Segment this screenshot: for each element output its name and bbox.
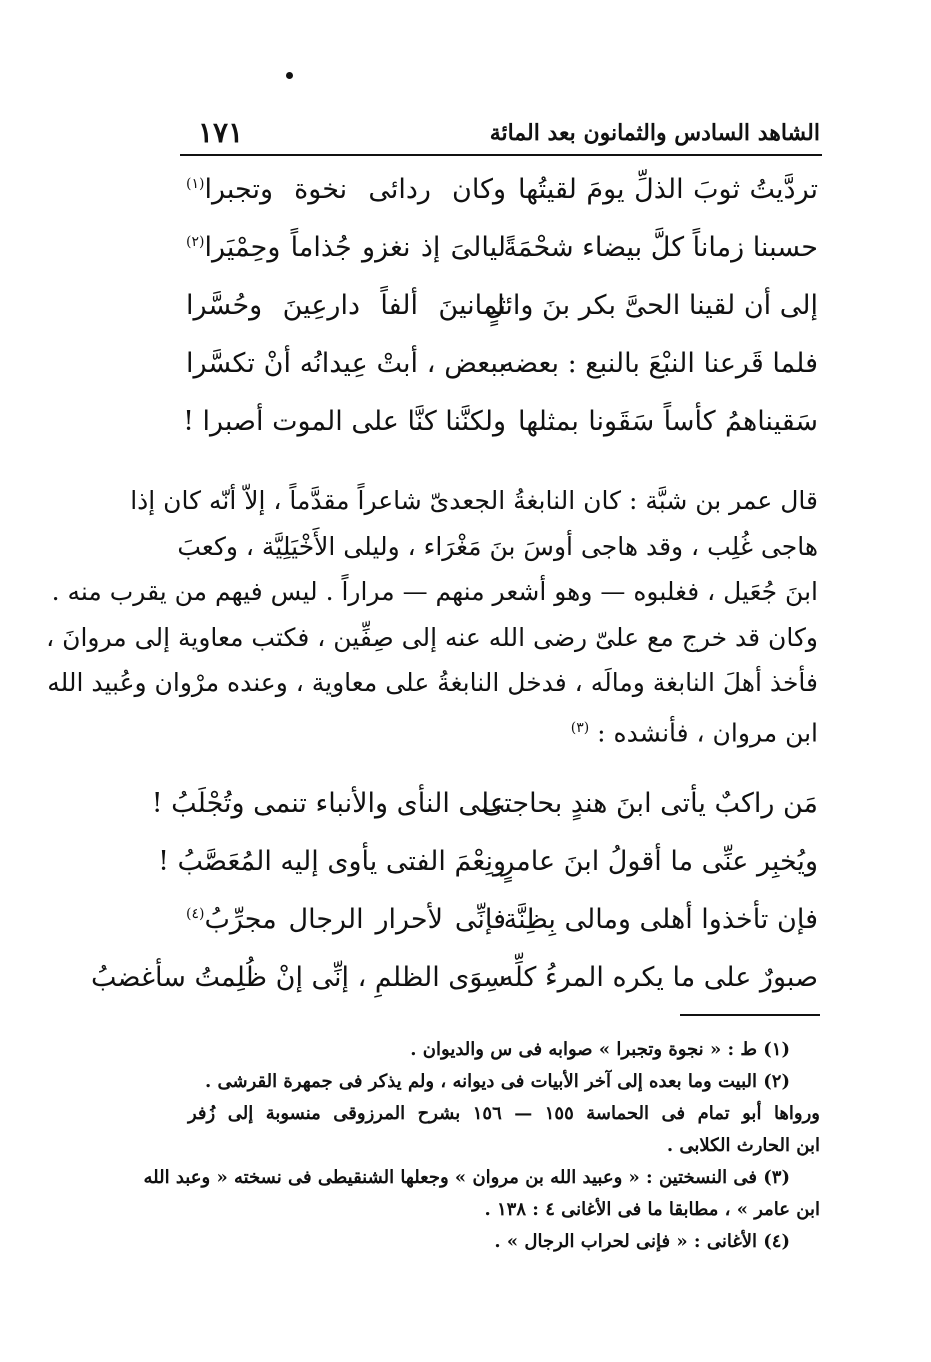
first-hemistich: إلى أن لقينا الحىَّ بكر بنَ وائلٍ bbox=[484, 290, 818, 321]
prose-line: ابنَ جُعَيل ، فغلبوه — وهو أشعر منهم — مراراً . ليس فيهم من يقرب منه . bbox=[51, 577, 818, 606]
first-hemistich: فلما قَرعنا النبْعَ بالنبع : بعضه bbox=[500, 348, 818, 379]
second-hemistich: وكان ردائى نخوة وتجبرا$^{(١)}$ bbox=[186, 174, 506, 205]
verse-line bbox=[151, 780, 818, 838]
second-hemistich: ولكنَّنا كنَّا على الموت أصبرا ! bbox=[183, 406, 506, 437]
page-header bbox=[180, 112, 820, 152]
first-hemistich: صبورٌ على ما يكره المرءُ كلِّه bbox=[500, 962, 818, 993]
footnote-line: (١) ط : « نجوة وتجبرا » صوابه فى س والديوان . bbox=[410, 1039, 790, 1060]
first-hemistich: حسبنا زماناً كلَّ بيضاء شحْمَةً bbox=[503, 232, 818, 263]
verse-line bbox=[186, 224, 818, 282]
prose-line: فأخذ أهلَ النابغة ومالَه ، فدخل النابغةُ على معاوية ، وعنده مرْوان وعُبيد الله bbox=[47, 668, 818, 697]
first-hemistich: ويُخبِر عنِّى ما أقولُ ابنَ عامرٍ bbox=[501, 846, 818, 877]
first-hemistich: فإن تأخذوا أهلى ومالى بِظِنَّة bbox=[503, 904, 818, 935]
page-number: ١٧١ bbox=[198, 116, 244, 149]
verse-line bbox=[183, 398, 818, 456]
first-hemistich: تردَّيتُ ثوبَ الذلِّ يومَ لقيتُها bbox=[518, 174, 818, 205]
footnote-line: (٣) فى النسختين : « وعبيد الله بن مروان » وجعلها الشنقيطى فى نسخته « وعبد الله bbox=[143, 1167, 790, 1188]
footnote-line: (٢) البيت وما بعده إلى آخر الأبيات فى ديوانه ، ولم يذكر فى جمهرة القرشى . bbox=[204, 1071, 790, 1092]
footnote-line: ورواها أبو تمام فى الحماسة ١٥٥ — ١٥٦ بشرح المرزوقى منسوبة إلى زُفر bbox=[188, 1103, 820, 1124]
first-hemistich: سَقيناهمُ كأساً سَقَونا بمثلها bbox=[518, 406, 818, 437]
second-hemistich: ببعض ، أبتْ عِيدانُه أنْ تكسَّرا bbox=[186, 348, 506, 379]
footnote-marker: (٢) bbox=[186, 234, 205, 250]
second-hemistich: على النأى والأنباء تنمى وتُجْلَبُ ! bbox=[151, 788, 506, 819]
second-hemistich: ثمانينَ ألفاً دارعِينَ وحُسَّرا bbox=[186, 290, 506, 321]
second-hemistich: ونِعْمَ الفتى يأوى إليه المُعَصَّبُ ! bbox=[158, 846, 506, 877]
footnote-marker: (١) bbox=[186, 176, 205, 192]
first-hemistich: مَن راكبٌ يأتى ابنَ هندٍ بحاجتى bbox=[481, 788, 818, 819]
second-hemistich: فإنِّى لأحرار الرجال مجرِّبُ$^{(٤)}$ bbox=[186, 904, 506, 935]
verse-line bbox=[186, 166, 818, 224]
prose-line: قال عمر بن شبَّة : كان النابغةُ الجعدىّ شاعراً مقدَّماً ، إلاّ أنّه كان إذا bbox=[130, 486, 818, 515]
prose-line: وكان قد خرج مع علىّ رضى الله عنه إلى صِفِّين ، فكتب معاوية إلى مروانَ ، bbox=[46, 622, 818, 652]
verse-line bbox=[158, 838, 818, 896]
second-hemistich: سِوَى الظلمِ ، إنِّى إنْ ظُلِمتُ سأغضبُ bbox=[91, 962, 506, 993]
footnote-line: ابن الحارث الكلابى . bbox=[666, 1135, 820, 1156]
header-rule bbox=[180, 154, 822, 156]
footnote-marker: (٤) bbox=[186, 906, 205, 922]
prose-line: هاجى غُلِب ، وقد هاجى أوسَ بنَ مَغْرَاء ، وليلى الأَخْيَلِيَّة ، وكعبَ bbox=[177, 531, 818, 561]
verse-line bbox=[91, 954, 818, 1012]
second-hemistich: ليالىَ إذ نغزو جُذاماً وحِمْيَرا$^{(٢)}$ bbox=[186, 232, 506, 263]
footnote-line: ابن عامر » ، مطابقا ما فى الأغانى ٤ : ١٣٨ . bbox=[484, 1199, 820, 1220]
footnote-marker: (٣) bbox=[570, 719, 590, 736]
ink-dot bbox=[286, 72, 293, 79]
footnote-rule bbox=[680, 1014, 820, 1016]
verse-line bbox=[186, 282, 818, 340]
running-title: الشاهد السادس والثمانون بعد المائة bbox=[489, 120, 820, 146]
verse-block-top bbox=[183, 166, 818, 456]
verse-line bbox=[186, 896, 818, 954]
verse-line bbox=[186, 340, 818, 398]
prose-paragraph bbox=[46, 478, 818, 755]
footnotes bbox=[143, 1034, 820, 1258]
footnote-line: (٤) الأغانى : « فإنى لحراب الرجال » . bbox=[494, 1231, 790, 1252]
prose-line: ابن مروان ، فأنشده : $^{(٣)}$ bbox=[570, 717, 818, 747]
verse-block-bottom bbox=[91, 780, 818, 1012]
